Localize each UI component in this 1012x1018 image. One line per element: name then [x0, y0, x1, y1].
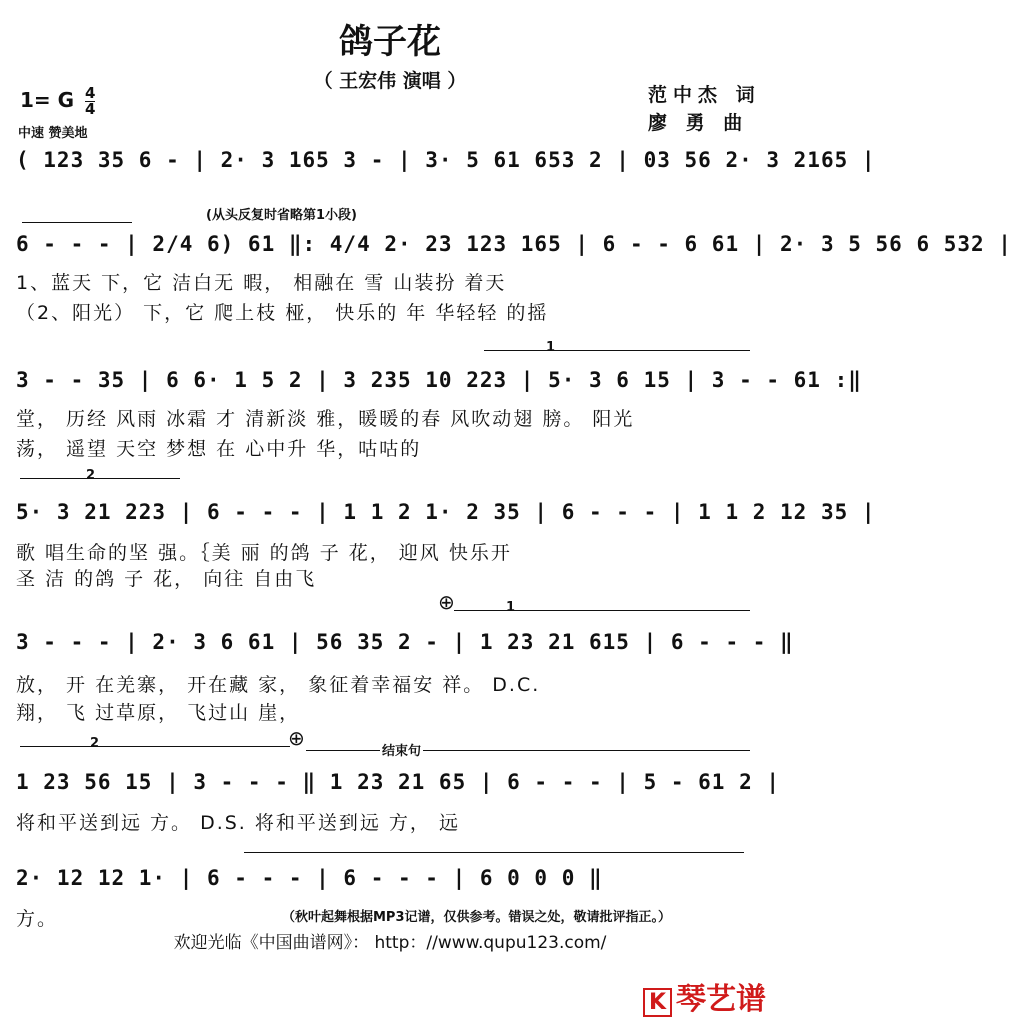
lyric-row-4b: 圣 洁 的鸽 子 花， 向往 自由飞: [16, 568, 317, 590]
lyricist-credit: 范中杰 词: [648, 84, 761, 106]
time-signature: [85, 86, 95, 117]
coda-sign-b: ⊕: [288, 726, 305, 750]
brand-logo: [643, 974, 766, 1018]
volta-2-bracket-b: [20, 746, 290, 747]
volta-2-bracket: [20, 478, 180, 479]
lyric-row-2b: （2、阳光） 下，它 爬上枝 桠， 快乐的 年 华轻轻 的摇: [16, 302, 549, 324]
lyric-row-4a: 歌 唱生命的坚 强。｛美 丽 的鸽 子 花， 迎风 快乐开: [16, 542, 512, 564]
notation-row-3: 3 - - 35 | 6 6· 1 5 2 | 3 235 10 223 | 5· 3 6 15 | 3 - - 61 :‖: [16, 368, 862, 392]
key-label: 1= G: [20, 88, 75, 112]
lyric-row-3b: 荡， 遥望 天空 梦想 在 心中升 华，咕咕的: [16, 438, 422, 460]
notation-row-5: 3 - - - | 2· 3 6 61 | 56 35 2 - | 1 23 21 615 | 6 - - - ‖: [16, 630, 794, 654]
volta-1-label-b: 1: [506, 600, 516, 615]
lyric-row-3a: 堂， 历经 风雨 冰霜 才 清新淡 雅，暖暖的春 风吹动翅 膀。 阳光: [16, 408, 635, 430]
composer-credit: 廖 勇 曲: [648, 112, 749, 134]
volta-1-label: 1: [546, 340, 556, 355]
lyric-row-5a: 放， 开 在羌寨， 开在藏 家， 象征着幸福安 祥。 D.C.: [16, 674, 541, 696]
notation-row-2: 6 - - - | 2/4 6) 61 ‖: 4/4 2· 23 123 165 | 6 - - 6 61 | 2· 3 5 56 6 532 |: [16, 232, 1012, 256]
lyric-row-2a: 1、蓝天 下，它 洁白无 暇， 相融在 雪 山装扮 着天: [16, 272, 507, 294]
slur-line: [22, 222, 132, 223]
notation-row-7: 2· 12 12 1· | 6 - - - | 6 - - - | 6 0 0 0 ‖: [16, 866, 603, 890]
logo-icon: K: [643, 988, 672, 1017]
repeat-note: (从头反复时省略第1小段): [206, 208, 357, 223]
song-title: 鸽子花: [339, 22, 441, 62]
lyric-row-6: 将和平送到远 方。 D.S. 将和平送到远 方， 远: [16, 812, 460, 834]
notation-row-1: ( 123 35 6 - | 2· 3 165 3 - | 3· 5 61 653 2 | 03 56 2· 3 2165 |: [16, 148, 876, 172]
tie-line: [244, 852, 744, 853]
logo-text: 琴艺谱: [676, 982, 766, 1017]
volta-2-label: 2: [86, 468, 96, 483]
time-top: 4: [85, 84, 96, 102]
notation-row-6: 1 23 56 15 | 3 - - - ‖ 1 23 21 65 | 6 - - - | 5 - 61 2 |: [16, 770, 781, 794]
transcriber-note: （秋叶起舞根据MP3记谱，仅供参考。错误之处，敬请批评指正。）: [282, 910, 672, 925]
ending-label: 结束句: [380, 740, 423, 759]
site-credit: 欢迎光临《中国曲谱网》： http：//www.qupu123.com/: [173, 933, 607, 953]
ending-bracket: [306, 750, 750, 751]
time-bottom: 4: [85, 100, 96, 118]
volta-2-label-b: 2: [90, 736, 100, 751]
singer-credit: （ 王宏伟 演唱 ）: [313, 70, 467, 92]
tempo-marking: 中速 赞美地: [18, 126, 88, 141]
coda-sign: ⊕: [438, 590, 455, 614]
volta-1-bracket: [484, 350, 750, 351]
volta-1-bracket-b: [454, 610, 750, 611]
lyric-row-5b: 翔， 飞 过草原， 飞过山 崖，: [16, 702, 301, 724]
notation-row-4: 5· 3 21 223 | 6 - - - | 1 1 2 1· 2 35 | 6 - - - | 1 1 2 12 35 |: [16, 500, 876, 524]
lyric-row-7: 方。: [16, 908, 59, 930]
key-signature: [20, 86, 95, 117]
